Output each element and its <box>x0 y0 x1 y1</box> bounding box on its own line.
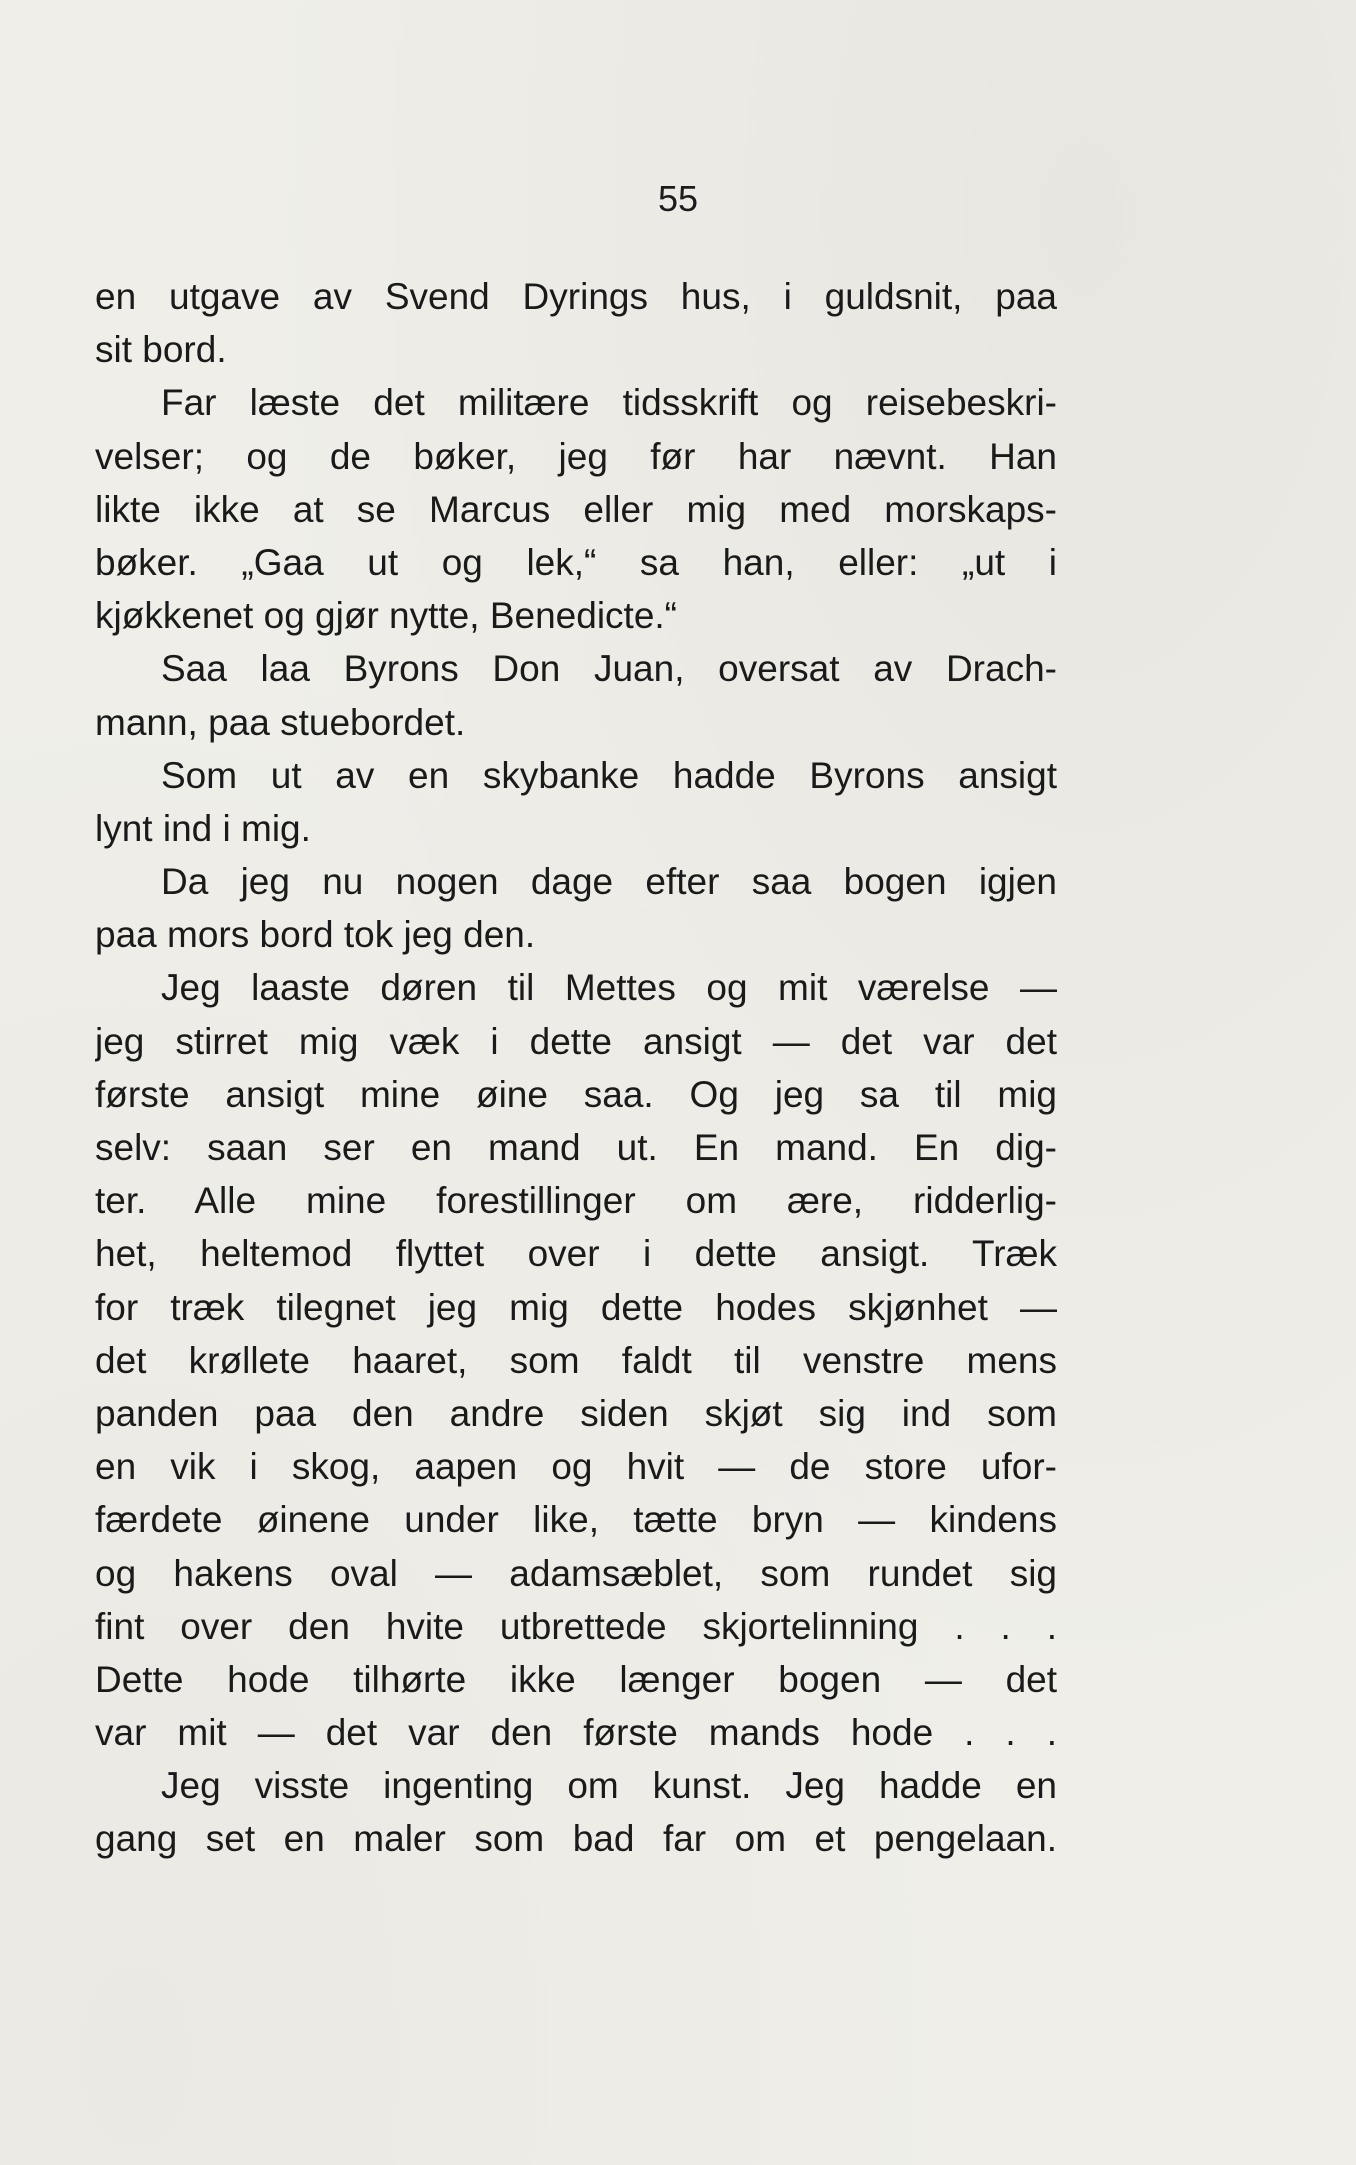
text-line: det krøllete haaret, som faldt til venstre mens <box>95 1339 1057 1381</box>
text-line: Jeg laaste døren til Mettes og mit værelse — <box>161 967 1057 1009</box>
text-line: gang set en maler som bad far om et pengelaan. <box>95 1818 1057 1860</box>
text-line: sit bord. <box>95 329 227 371</box>
text-line: lynt ind i mig. <box>95 807 311 849</box>
text-line: mann, paa stuebordet. <box>95 701 466 743</box>
text-line: velser; og de bøker, jeg før har nævnt. Han <box>95 435 1057 477</box>
text-line: paa mors bord tok jeg den. <box>95 914 536 956</box>
text-line: het, heltemod flyttet over i dette ansigt. Træk <box>95 1233 1057 1275</box>
page-number: 55 <box>657 178 699 219</box>
text-line: bøker. „Gaa ut og lek,“ sa han, eller: „ut i <box>95 541 1057 583</box>
text-line: likte ikke at se Marcus eller mig med morskaps- <box>95 488 1057 530</box>
text-line: en utgave av Svend Dyrings hus, i guldsnit, paa <box>95 276 1057 317</box>
text-line: en vik i skog, aapen og hvit — de store ufor- <box>95 1446 1057 1488</box>
text-line: for træk tilegnet jeg mig dette hodes skjønhet — <box>95 1286 1057 1328</box>
text-line: Som ut av en skybanke hadde Byrons ansigt <box>161 754 1057 796</box>
text-line: første ansigt mine øine saa. Og jeg sa til mig <box>95 1073 1057 1115</box>
text-line: fint over den hvite utbrettede skjortelinning . . . <box>95 1605 1057 1647</box>
text-line: Far læste det militære tidsskrift og reisebeskri- <box>161 382 1057 424</box>
text-line: færdete øinene under like, tætte bryn — kindens <box>95 1499 1057 1541</box>
text-line: ter. Alle mine forestillinger om ære, ridderlig- <box>95 1180 1057 1222</box>
text-line: Jeg visste ingenting om kunst. Jeg hadde en <box>161 1765 1057 1807</box>
body-text <box>95 270 1057 1866</box>
text-line: kjøkkenet og gjør nytte, Benedicte.“ <box>95 595 677 637</box>
text-line: panden paa den andre siden skjøt sig ind som <box>95 1392 1057 1434</box>
text-line: Saa laa Byrons Don Juan, oversat av Drach- <box>161 648 1057 690</box>
text-line: Da jeg nu nogen dage efter saa bogen igjen <box>161 861 1057 903</box>
text-line: var mit — det var den første mands hode . . . <box>95 1712 1057 1754</box>
text-line: og hakens oval — adamsæblet, som rundet sig <box>95 1552 1057 1594</box>
text-line: Dette hode tilhørte ikke længer bogen — det <box>95 1658 1057 1700</box>
text-line: jeg stirret mig væk i dette ansigt — det var det <box>95 1020 1057 1062</box>
text-line: selv: saan ser en mand ut. En mand. En dig- <box>95 1127 1057 1168</box>
